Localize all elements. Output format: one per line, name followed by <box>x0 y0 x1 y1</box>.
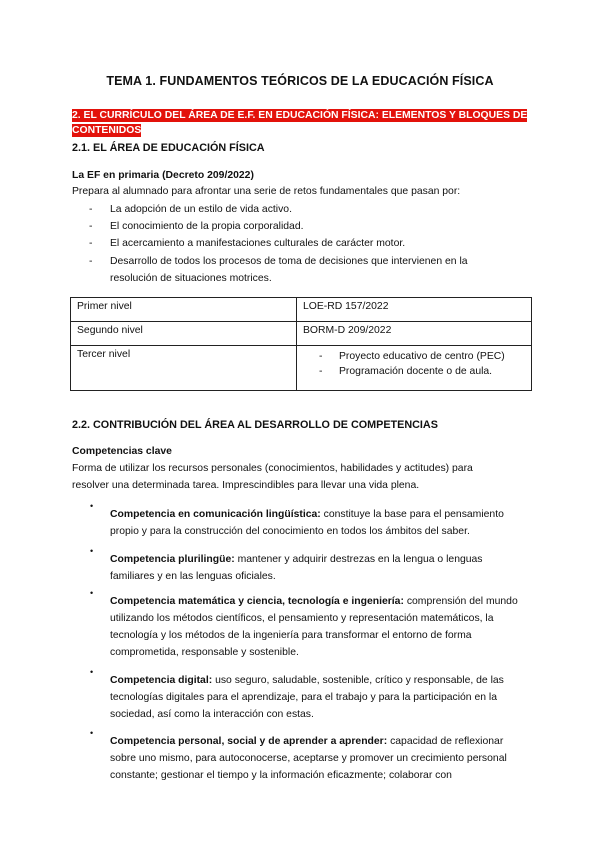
table-cell-value: BORM-D 209/2022 <box>297 322 532 346</box>
bullet-icon: • <box>90 501 94 511</box>
competencia-name: Competencia plurilingüe: <box>110 554 235 566</box>
competencias-intro-cont: resolver una determinada tarea. Imprescindibles para llevar una vida plena. <box>72 480 420 491</box>
competencia-name: Competencia digital: <box>110 675 213 687</box>
table-cell-level: Tercer nivel <box>71 346 297 391</box>
list-dash: - <box>89 221 93 232</box>
section-heading <box>72 110 527 121</box>
subsection-heading-2-1: 2.1. EL ÁREA DE EDUCACIÓN FÍSICA <box>72 142 265 154</box>
competencia-desc: capacidad de reflexionar sobre uno mismo, para autoconocerse, aceptarse y promover un crecimiento personal constante; gestionar el tiempo y la información eficazmente; colaborar con <box>110 736 507 782</box>
section-heading-line2: CONTENIDOS <box>72 125 142 136</box>
list-item: El conocimiento de la propia corporalidad. <box>110 221 304 232</box>
list-dash: - <box>89 256 93 267</box>
list-item: El acercamiento a manifestaciones culturales de carácter motor. <box>110 238 406 249</box>
competencia-item <box>110 506 522 540</box>
table-cell-value <box>297 346 532 391</box>
competencia-name: Competencia matemática y ciencia, tecnología e ingeniería: <box>110 596 404 608</box>
bullet-icon: • <box>90 667 94 677</box>
section-heading-cont <box>72 125 141 136</box>
list-dash: - <box>89 238 93 249</box>
competencia-item <box>110 672 522 723</box>
subsection-heading-2-2: 2.2. CONTRIBUCIÓN DEL ÁREA AL DESARROLLO DE COMPETENCIAS <box>72 419 438 431</box>
competencias-heading: Competencias clave <box>72 446 172 457</box>
bullet-icon: • <box>90 546 94 556</box>
table-cell-level: Primer nivel <box>71 298 297 322</box>
competencias-intro: Forma de utilizar los recursos personales (conocimientos, habilidades y actitudes) para <box>72 463 473 474</box>
competencia-desc: comprensión del mundo utilizando los métodos científicos, el pensamiento y representación matemáticos, la tecnología y los métodos de la ingeniería para transformar el entorno de forma comprometida, responsable y sostenible. <box>110 596 518 659</box>
bullet-icon: • <box>90 728 94 738</box>
table-row <box>71 298 532 322</box>
document-title: TEMA 1. FUNDAMENTOS TEÓRICOS DE LA EDUCACIÓN FÍSICA <box>106 74 494 88</box>
competencia-item <box>110 551 522 585</box>
list-item-continuation: resolución de situaciones motrices. <box>110 273 272 284</box>
competencia-name: Competencia en comunicación lingüística: <box>110 509 321 521</box>
list-dash: - <box>319 366 323 377</box>
table-row <box>71 322 532 346</box>
levels-table <box>70 297 532 391</box>
competencia-item <box>110 593 522 661</box>
list-dash: - <box>319 351 323 362</box>
table-cell-level: Segundo nivel <box>71 322 297 346</box>
list-item: La adopción de un estilo de vida activo. <box>110 204 292 215</box>
list-item: Desarrollo de todos los procesos de toma de decisiones que intervienen en la <box>110 256 468 267</box>
list-item: - Proyecto educativo de centro (PEC) <box>319 351 505 362</box>
competencia-name: Competencia personal, social y de aprender a aprender: <box>110 736 388 748</box>
competencia-item <box>110 733 522 784</box>
tercer-nivel-list <box>303 349 525 379</box>
table-row <box>71 346 532 391</box>
list-dash: - <box>89 204 93 215</box>
competencia-desc: constituye la base para el pensamiento propio y para la construcción del conocimiento en todos los ámbitos del saber. <box>110 509 504 538</box>
bullet-icon: • <box>90 588 94 598</box>
section-heading-line1: 2. EL CURRÍCULO DEL ÁREA DE E.F. EN EDUCACIÓN FÍSICA: ELEMENTOS Y BLOQUES DE <box>72 110 528 121</box>
ef-primaria-heading: La EF en primaria (Decreto 209/2022) <box>72 170 254 181</box>
competencia-desc: uso seguro, saludable, sostenible, crítico y responsable, de las tecnologías digitales para el aprendizaje, para el trabajo y para la participación en la sociedad, así como la interacción con estas. <box>110 675 504 721</box>
competencia-desc: mantener y adquirir destrezas en la lengua o lenguas familiares y en las lenguas oficiales. <box>110 554 483 583</box>
list-item: - Programación docente o de aula. <box>319 366 493 377</box>
table-cell-value: LOE-RD 157/2022 <box>297 298 532 322</box>
intro-paragraph: Prepara al alumnado para afrontar una serie de retos fundamentales que pasan por: <box>72 186 461 197</box>
